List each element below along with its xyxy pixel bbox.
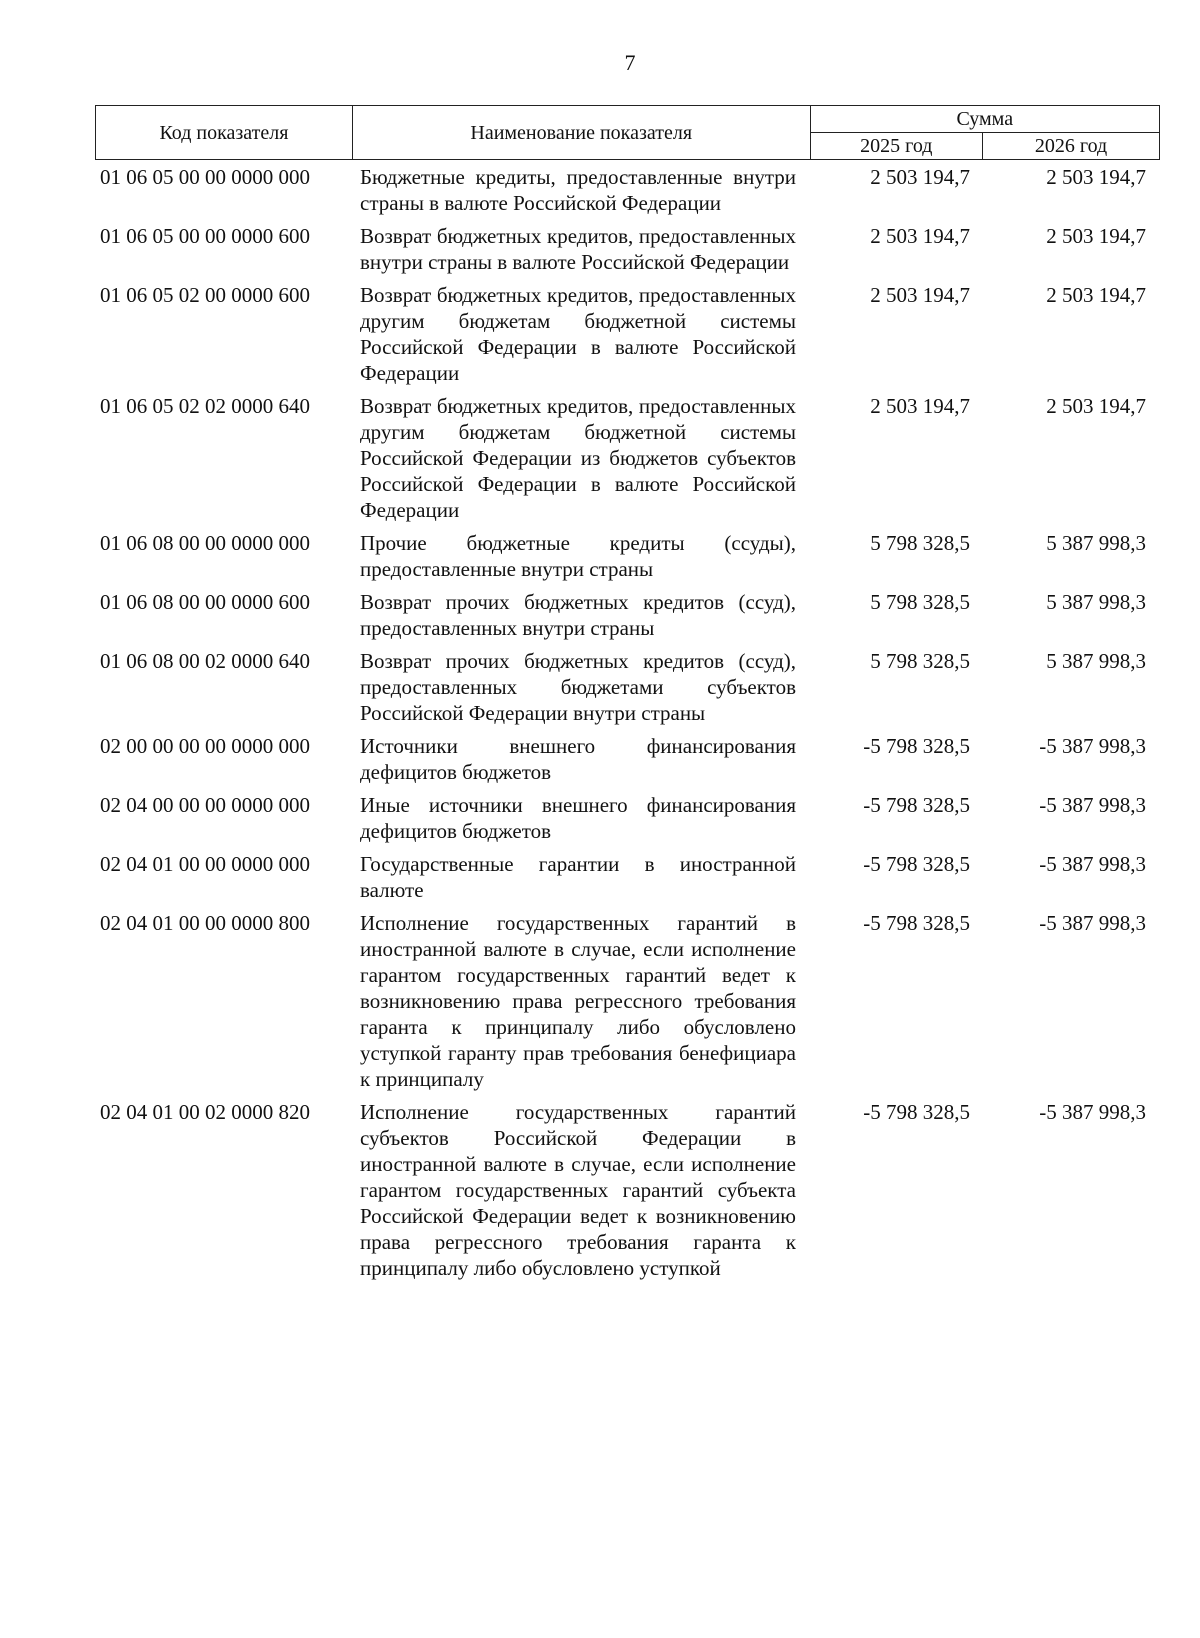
row-value-2026: 2 503 194,7 (1046, 224, 1146, 248)
table-row (100, 393, 1160, 523)
row-value-2026: 5 387 998,3 (1046, 590, 1146, 614)
row-value-2026: 2 503 194,7 (1046, 165, 1146, 189)
table-row (100, 530, 1160, 582)
table-row (100, 648, 1160, 726)
table-row (100, 792, 1160, 844)
table-row (100, 282, 1160, 386)
row-value-2026: -5 387 998,3 (1039, 852, 1146, 876)
row-value-2025: 2 503 194,7 (870, 224, 970, 248)
row-value-2025: -5 798 328,5 (863, 911, 970, 935)
table-row (100, 164, 1160, 216)
row-code: 01 06 08 00 00 0000 600 (100, 590, 310, 614)
row-value-2025: 2 503 194,7 (870, 394, 970, 418)
row-value-2025: -5 798 328,5 (863, 793, 970, 817)
row-name: Возврат бюджетных кредитов, предоставленных другим бюджетам бюджетной системы Российской Федерации в валюте Российской Федерации (360, 283, 796, 385)
row-name: Бюджетные кредиты, предоставленные внутри страны в валюте Российской Федерации (360, 165, 796, 215)
header-name: Наименование показателя (352, 106, 810, 160)
row-value-2025: 5 798 328,5 (870, 649, 970, 673)
row-name: Возврат прочих бюджетных кредитов (ссуд), предоставленных внутри страны (360, 590, 796, 640)
row-value-2025: -5 798 328,5 (863, 734, 970, 758)
row-code: 01 06 08 00 02 0000 640 (100, 649, 310, 673)
header-year-2026: 2026 год (983, 133, 1160, 160)
row-value-2026: -5 387 998,3 (1039, 911, 1146, 935)
row-name: Исполнение государственных гарантий в иностранной валюте в случае, если исполнение гарантом государственных гарантий ведет к возникновению права регрессного требования гаранта к принципалу либо обусловлено уступкой гаранту прав требования бенефициара к принципалу (360, 911, 796, 1091)
row-name: Государственные гарантии в иностранной валюте (360, 852, 796, 902)
table-row (100, 733, 1160, 785)
row-value-2026: -5 387 998,3 (1039, 1100, 1146, 1124)
table-row (100, 589, 1160, 641)
row-value-2026: -5 387 998,3 (1039, 793, 1146, 817)
row-value-2026: 2 503 194,7 (1046, 394, 1146, 418)
row-name: Возврат бюджетных кредитов, предоставленных внутри страны в валюте Российской Федерации (360, 224, 796, 274)
header-code: Код показателя (96, 106, 353, 160)
row-value-2025: 5 798 328,5 (870, 590, 970, 614)
page-number: 7 (624, 50, 636, 75)
row-value-2025: 2 503 194,7 (870, 165, 970, 189)
row-code: 02 04 01 00 00 0000 800 (100, 911, 310, 935)
row-value-2025: -5 798 328,5 (863, 852, 970, 876)
table-row (100, 910, 1160, 1092)
row-code: 02 04 01 00 02 0000 820 (100, 1100, 310, 1124)
row-name: Прочие бюджетные кредиты (ссуды), предоставленные внутри страны (360, 531, 796, 581)
row-name: Возврат бюджетных кредитов, предоставленных другим бюджетам бюджетной системы Российской Федерации из бюджетов субъектов Российской Федерации в валюте Российской Федерации (360, 394, 796, 522)
row-value-2026: 5 387 998,3 (1046, 649, 1146, 673)
row-code: 01 06 05 00 00 0000 600 (100, 224, 310, 248)
table-row (100, 851, 1160, 903)
table-body (100, 164, 1160, 1288)
row-value-2026: -5 387 998,3 (1039, 734, 1146, 758)
row-value-2025: 2 503 194,7 (870, 283, 970, 307)
row-code: 02 04 00 00 00 0000 000 (100, 793, 310, 817)
row-name: Исполнение государственных гарантий субъектов Российской Федерации в иностранной валюте в случае, если исполнение гарантом государственных гарантий субъекта Российской Федерации ведет к возникновению права регрессного требования гаранта к принципалу либо обусловлено уступкой (360, 1100, 796, 1280)
row-code: 01 06 05 02 00 0000 600 (100, 283, 310, 307)
row-value-2026: 2 503 194,7 (1046, 283, 1146, 307)
row-value-2025: -5 798 328,5 (863, 1100, 970, 1124)
row-name: Источники внешнего финансирования дефицитов бюджетов (360, 734, 796, 784)
row-code: 01 06 05 02 02 0000 640 (100, 394, 310, 418)
row-code: 02 04 01 00 00 0000 000 (100, 852, 310, 876)
table-row (100, 223, 1160, 275)
row-value-2025: 5 798 328,5 (870, 531, 970, 555)
table-header (95, 105, 1160, 160)
row-code: 01 06 05 00 00 0000 000 (100, 165, 310, 189)
row-value-2026: 5 387 998,3 (1046, 531, 1146, 555)
header-sum: Сумма (810, 106, 1159, 133)
header-year-2025: 2025 год (810, 133, 983, 160)
row-name: Возврат прочих бюджетных кредитов (ссуд), предоставленных бюджетами субъектов Российской Федерации внутри страны (360, 649, 796, 725)
row-name: Иные источники внешнего финансирования дефицитов бюджетов (360, 793, 796, 843)
row-code: 01 06 08 00 00 0000 000 (100, 531, 310, 555)
table-row (100, 1099, 1160, 1281)
row-code: 02 00 00 00 00 0000 000 (100, 734, 310, 758)
